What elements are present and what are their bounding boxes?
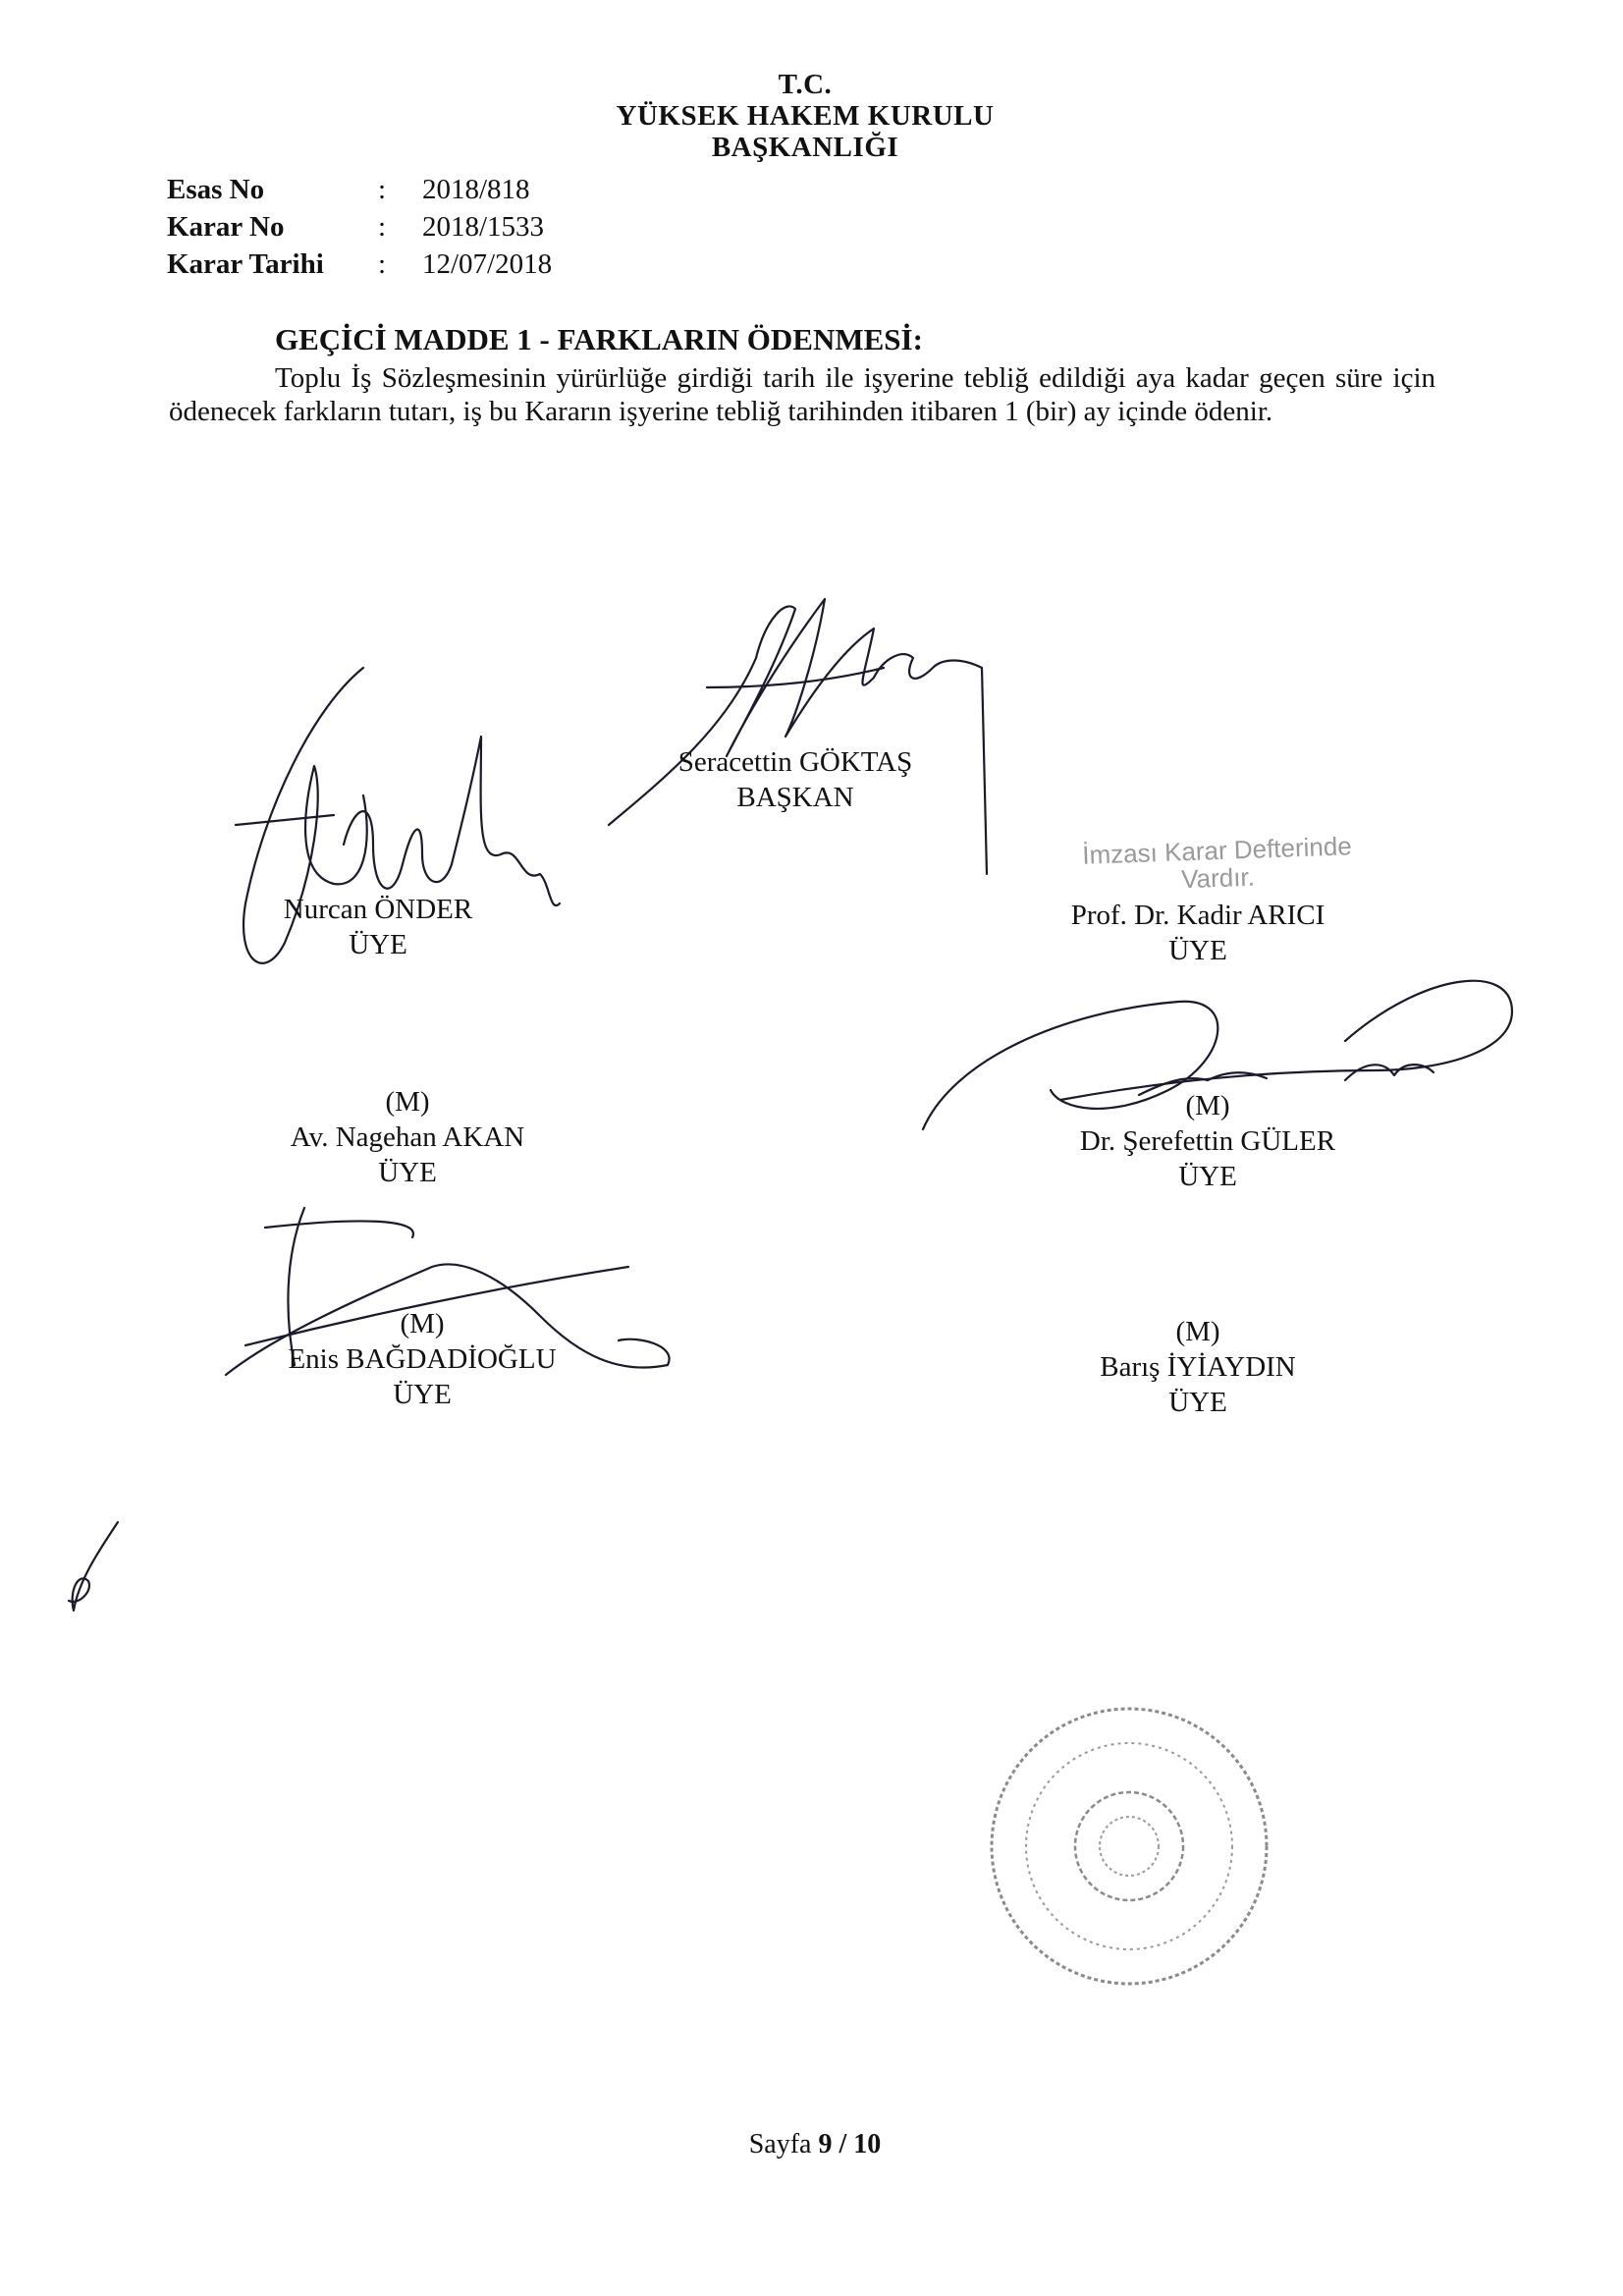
meta-value: 2018/1533 — [422, 211, 545, 243]
header-line-institution: YÜKSEK HAKEM KURULU — [616, 100, 995, 132]
initial-mark-ink — [49, 1512, 137, 1620]
meta-row-karar — [167, 208, 756, 246]
signatory-president — [628, 744, 962, 815]
footer-prefix: Sayfa — [748, 2129, 812, 2159]
header-line-office: BAŞKANLIĞI — [711, 132, 899, 163]
header-line-tc: T.C. — [778, 69, 833, 100]
signatory-kadir-arici — [1001, 898, 1394, 968]
signatory-serefettin-guler — [1011, 1088, 1404, 1194]
signature-note-stamp: İmzası Karar Defterinde Vardır. — [1081, 831, 1353, 895]
meta-sep: : — [378, 248, 387, 280]
signatory-role: ÜYE — [1178, 1161, 1237, 1192]
signatory-name: Dr. Şerefettin GÜLER — [1079, 1125, 1336, 1157]
signatory-mark: (M) — [1175, 1316, 1220, 1347]
official-seal-icon — [982, 1699, 1276, 1994]
meta-value: 12/07/2018 — [422, 248, 553, 280]
signatory-role: ÜYE — [1168, 1387, 1227, 1418]
footer-page-number: 9 — [818, 2129, 833, 2159]
footer-separator: / — [839, 2129, 847, 2159]
footer-page-total: 10 — [853, 2129, 882, 2159]
signatory-role: ÜYE — [1168, 935, 1227, 966]
meta-row-esas — [167, 171, 756, 208]
meta-label: Esas No — [167, 174, 265, 205]
meta-value: 2018/818 — [422, 174, 530, 205]
meta-row-tarih — [167, 246, 756, 283]
signatory-name: Nurcan ÖNDER — [283, 894, 473, 925]
signatory-mark: (M) — [400, 1308, 445, 1339]
page-footer — [687, 2129, 943, 2160]
signatory-name: Av. Nagehan AKAN — [290, 1121, 525, 1153]
signatory-name: Seracettin GÖKTAŞ — [677, 746, 913, 778]
article-title: GEÇİCİ MADDE 1 - FARKLARIN ÖDENMESİ: — [275, 322, 923, 356]
signatory-role: ÜYE — [378, 1157, 437, 1188]
signatory-enis-bagdadioglu — [236, 1306, 609, 1412]
signatory-role: ÜYE — [349, 929, 407, 960]
signatory-baris-iyiaydin — [1011, 1314, 1384, 1420]
article-text: Toplu İş Sözleşmesinin yürürlüğe girdiği tarih ile işyerine tebliğ edildiği aya kadar geçen süre için ödenecek farkların tutarı, iş bu Kararın işyerine tebliğ tarihinden itibaren 1 (bir) ay içinde ödenir. — [169, 362, 1435, 427]
meta-label: Karar No — [167, 211, 285, 243]
signatory-nagehan-akan — [226, 1084, 589, 1190]
signatory-name: Prof. Dr. Kadir ARICI — [1070, 900, 1325, 931]
signatory-mark: (M) — [385, 1086, 430, 1118]
document-header — [550, 69, 1060, 163]
signatory-nurcan-onder — [226, 892, 530, 962]
signature-president-ink — [589, 579, 1001, 874]
signatory-name: Enis BAĞDADİOĞLU — [288, 1343, 557, 1375]
signatory-name: Barış İYİAYDIN — [1100, 1351, 1296, 1383]
signatory-role: BAŞKAN — [736, 782, 854, 813]
meta-sep: : — [378, 211, 387, 243]
case-metadata — [167, 171, 756, 283]
meta-label: Karar Tarihi — [167, 248, 324, 280]
meta-sep: : — [378, 174, 387, 205]
signatory-mark: (M) — [1185, 1090, 1230, 1121]
signatory-role: ÜYE — [393, 1379, 452, 1410]
